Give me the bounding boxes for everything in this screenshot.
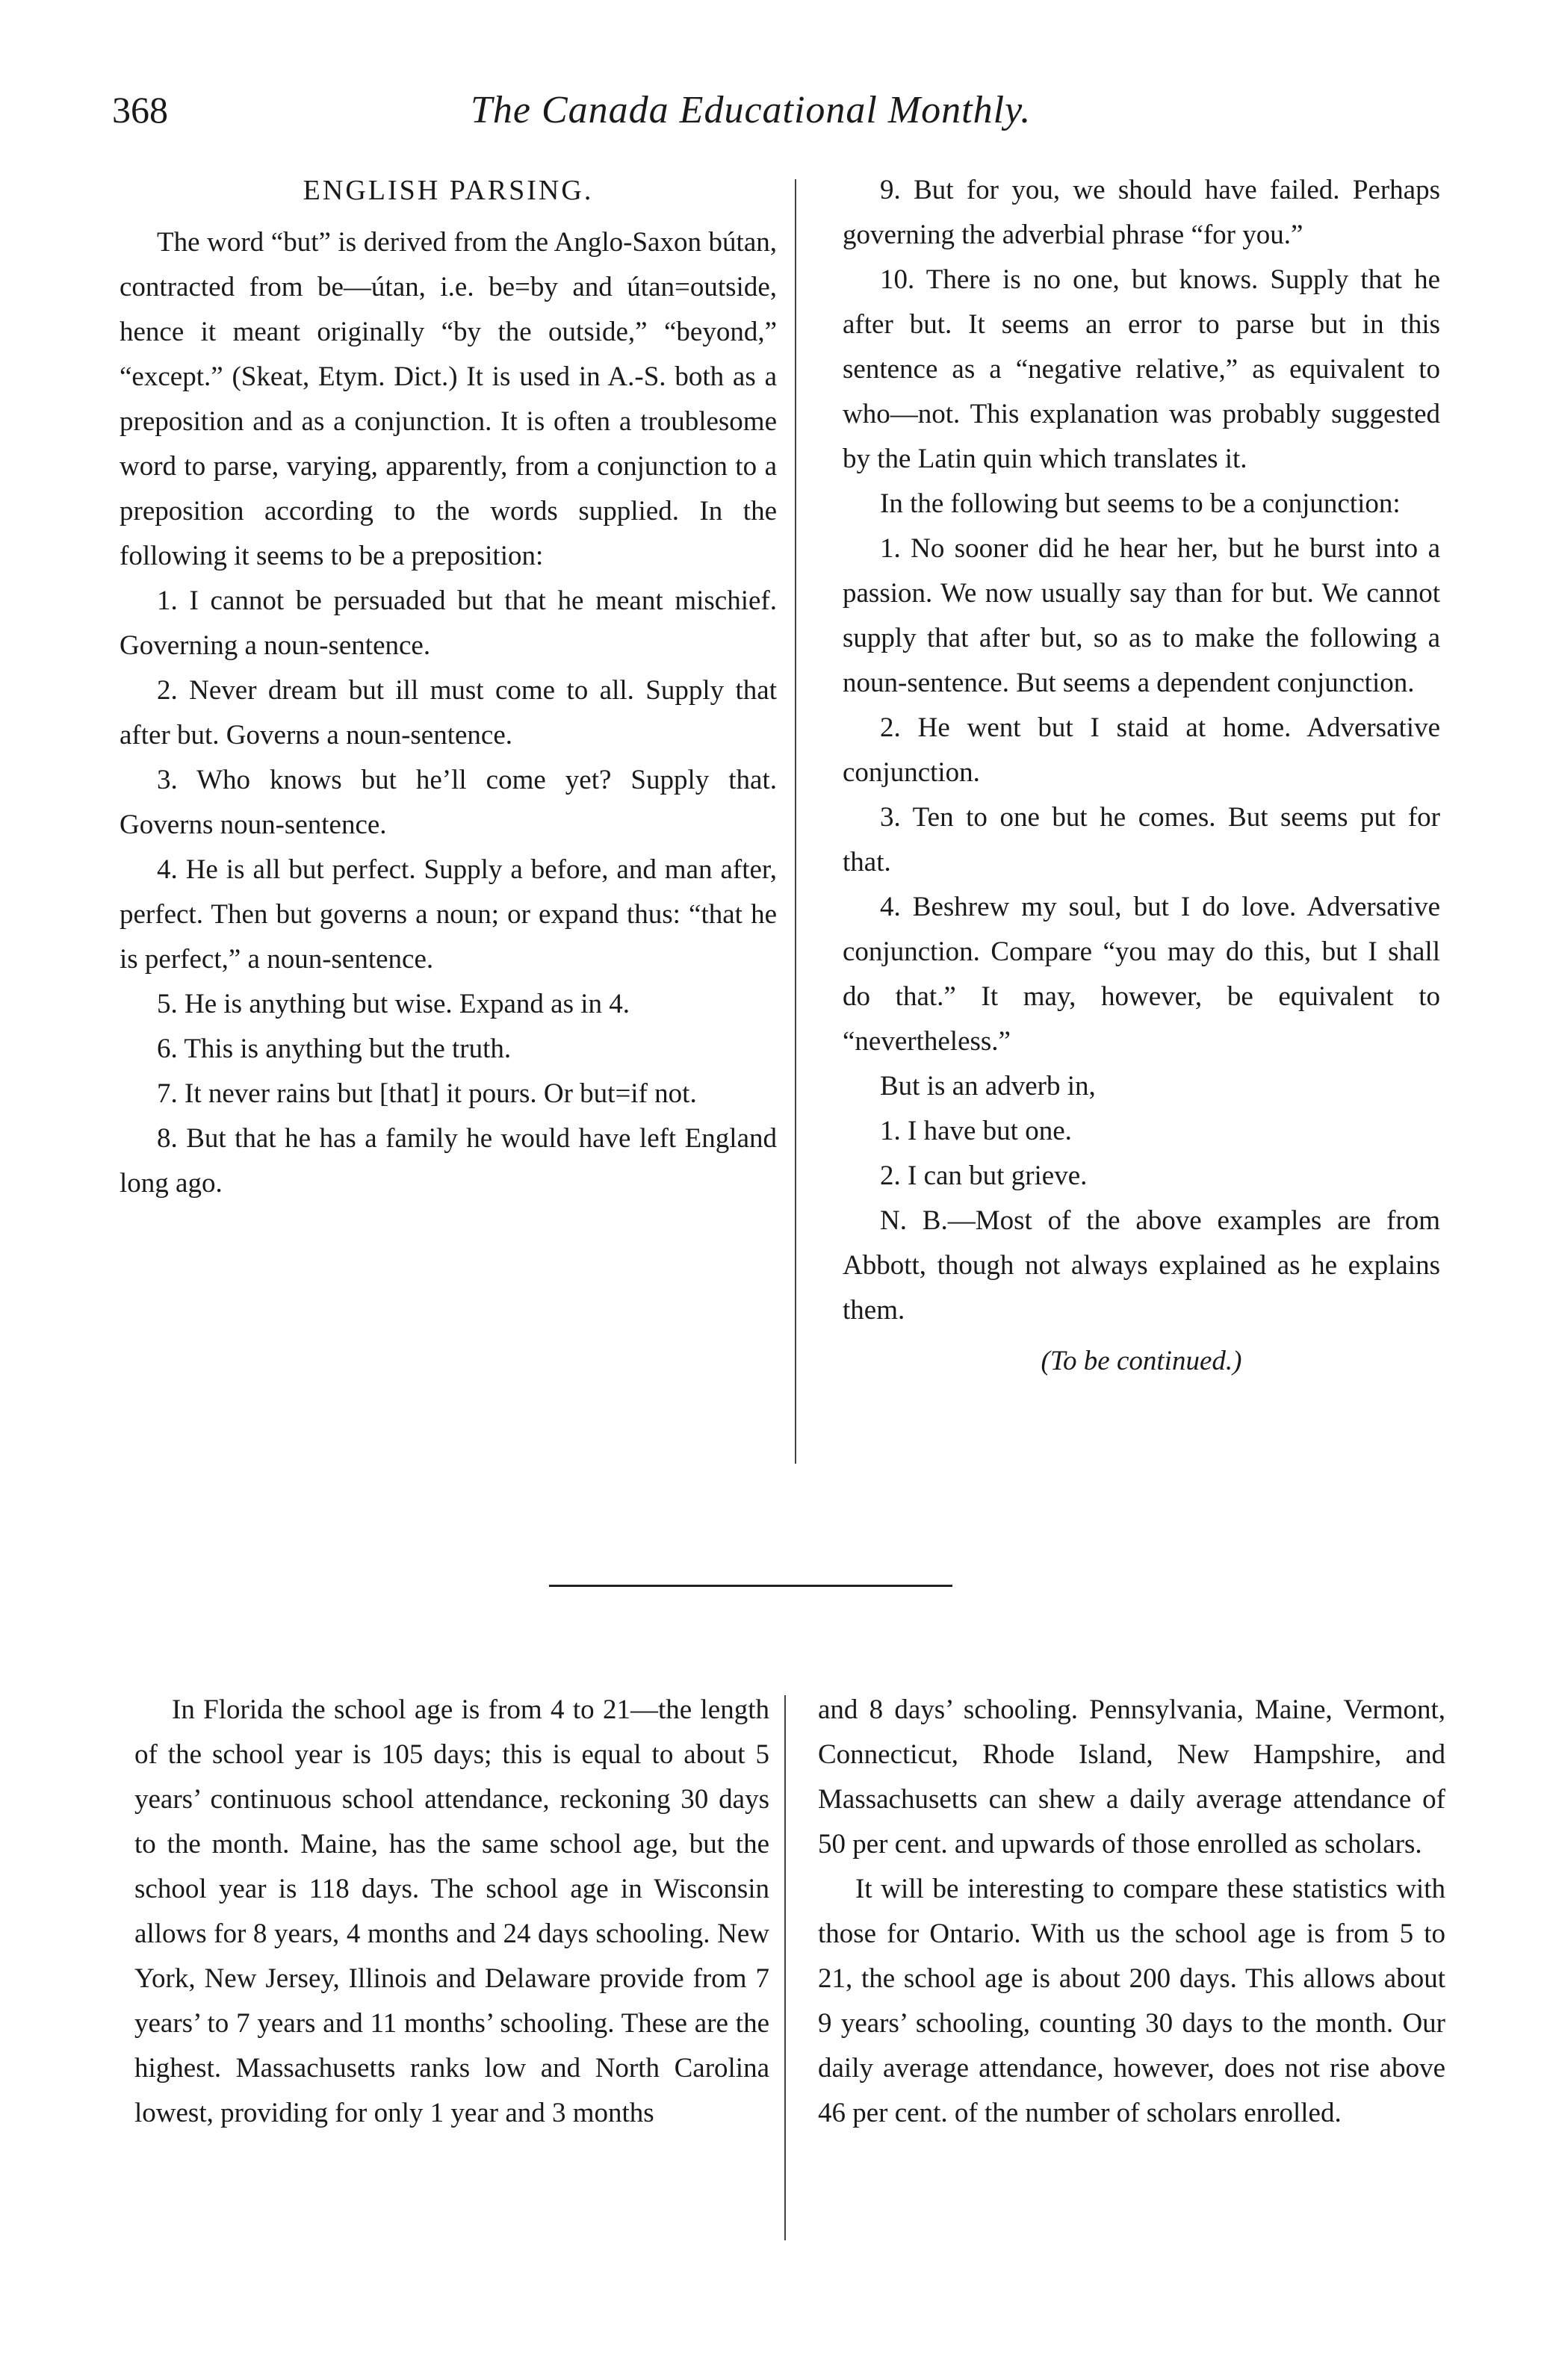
conjunction-example: 3. Ten to one but he comes. But seems put for that. xyxy=(843,802,1440,877)
adverb-example: 2. I can but grieve. xyxy=(880,1161,1088,1191)
school-age-paragraph-continued: and 8 days’ schooling. Pennsylvania, Maine, Vermont, Connecticut, Rhode Island, New Hampshire, and Massachusetts can shew a daily average attendance of 50 per cent. and upwards of those enrolled as scholars. xyxy=(818,1694,1445,1859)
english-parsing-column-right xyxy=(843,168,1440,1384)
page-number: 368 xyxy=(112,89,168,131)
example-item: 1. I cannot be persuaded but that he meant mischief. Governing a noun-sentence. xyxy=(120,585,777,661)
example-item: 7. It never rains but [that] it pours. Or but=if not. xyxy=(157,1078,697,1109)
conjunction-example: 1. No sooner did he hear her, but he burst into a passion. We now usually say than for but. We cannot supply that after but, so as to make the following a noun-sentence. But seems a dependent conjunction. xyxy=(843,533,1440,698)
running-title: The Canada Educational Monthly. xyxy=(471,89,1032,131)
english-parsing-column-left xyxy=(120,168,777,1206)
conjunction-intro: In the following but seems to be a conjunction: xyxy=(880,488,1401,519)
continued-notice: (To be continued.) xyxy=(1041,1346,1242,1376)
adverb-example: 1. I have but one. xyxy=(880,1116,1072,1146)
school-age-column-right xyxy=(818,1688,1445,2136)
example-item: 8. But that he has a family he would have left England long ago. xyxy=(120,1123,777,1199)
example-item: 6. This is anything but the truth. xyxy=(157,1034,512,1064)
page-header xyxy=(112,88,1442,148)
intro-paragraph: The word “but” is derived from the Anglo-Saxon bútan, contracted from be—útan, i.e. be=by and útan=outside, hence it meant originally “by the outside,” “beyond,” “except.” (Skeat, Etym. Dict.) It is used in A.-S. both as a preposition and as a conjunction. It is often a troublesome word to parse, varying, apparently, from a conjunction to a preposition according to the words supplied. In the following it seems to be a preposition: xyxy=(120,227,777,571)
example-item: 5. He is anything but wise. Expand as in 4. xyxy=(157,989,630,1019)
column-divider xyxy=(784,1695,786,2240)
example-item: 10. There is no one, but knows. Supply that he after but. It seems an error to parse but in this sentence as a “negative relative,” as equivalent to who—not. This explanation was probably suggested by the Latin quin which translates it. xyxy=(843,264,1440,474)
conjunction-example: 4. Beshrew my soul, but I do love. Adversative conjunction. Compare “you may do this, but I shall do that.” It may, however, be equivalent to “nevertheless.” xyxy=(843,892,1440,1057)
section-title: ENGLISH PARSING. xyxy=(303,175,594,206)
ontario-comparison-paragraph: It will be interesting to compare these statistics with those for Ontario. With us the school age is from 5 to 21, the school age is about 200 days. This allows about 9 years’ schooling, counting 30 days to the month. Our daily average attendance, however, does not rise above 46 per cent. of the number of scholars enrolled. xyxy=(818,1874,1445,2128)
school-age-column-left xyxy=(134,1688,769,2136)
school-age-paragraph: In Florida the school age is from 4 to 21—the length of the school year is 105 days; this is equal to about 5 years’ continuous school attendance, reckoning 30 days to the month. Maine, has the same school age, but the school year is 118 days. The school age in Wisconsin allows for 8 years, 4 months and 24 days schooling. New York, New Jersey, Illinois and Delaware provide from 7 years’ to 7 years and 11 months’ schooling. These are the highest. Massachusetts ranks low and North Carolina lowest, providing for only 1 year and 3 months xyxy=(134,1694,769,2128)
example-item: 3. Who knows but he’ll come yet? Supply that. Governs noun-sentence. xyxy=(120,765,777,840)
conjunction-example: 2. He went but I staid at home. Adversative conjunction. xyxy=(843,712,1440,788)
section-divider xyxy=(549,1585,952,1587)
note-paragraph: N. B.—Most of the above examples are from Abbott, though not always explained as he explains them. xyxy=(843,1205,1440,1326)
example-item: 4. He is all but perfect. Supply a before, and man after, perfect. Then but governs a noun; or expand thus: “that he is perfect,” a noun-sentence. xyxy=(120,854,777,975)
example-item: 9. But for you, we should have failed. Perhaps governing the adverbial phrase “for you.” xyxy=(843,175,1440,250)
column-divider xyxy=(795,179,796,1464)
adverb-intro: But is an adverb in, xyxy=(880,1071,1096,1102)
example-item: 2. Never dream but ill must come to all. Supply that after but. Governs a noun-sentence. xyxy=(120,675,777,751)
